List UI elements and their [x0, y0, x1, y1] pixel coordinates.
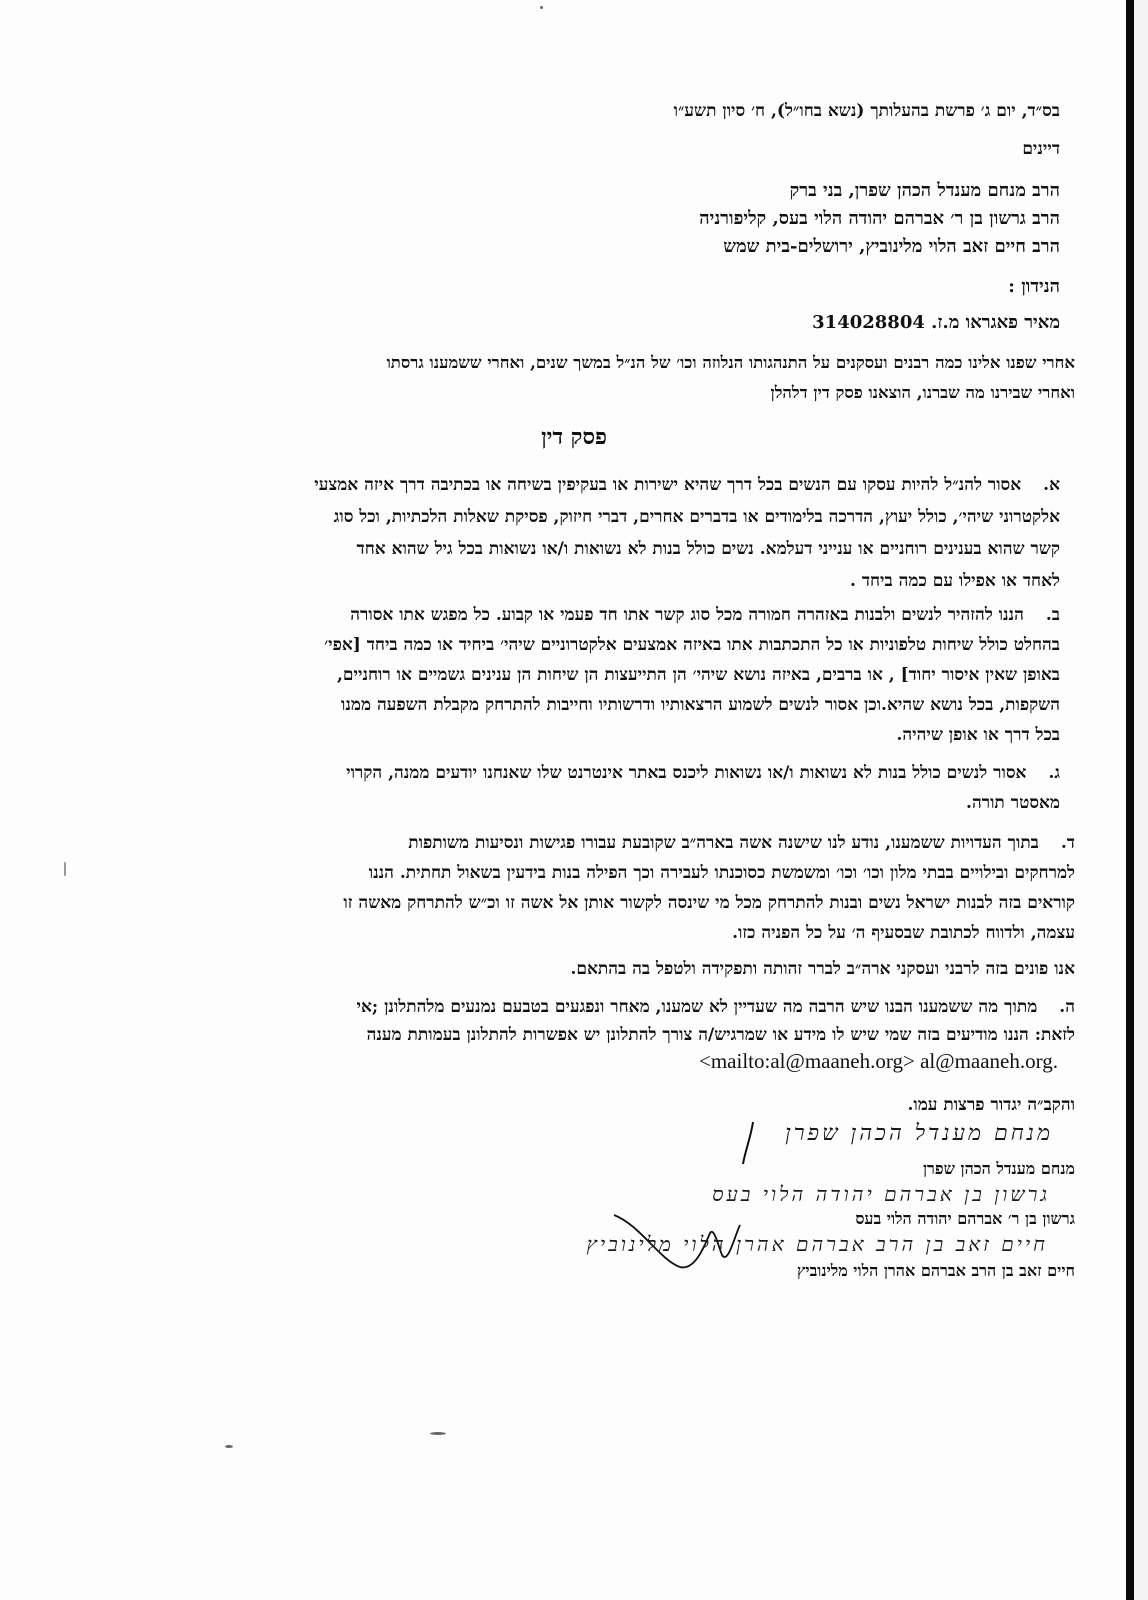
section-d-line-2: למרחקים ובילויים בבתי מלון וכו׳ וכו׳ ומשמשת כסוכנתו לעבירה וכך הפילה בנות בידעין בשאול תחתית. הננו: [368, 863, 1075, 883]
section-c-number: ג.: [1048, 763, 1060, 783]
section-a-line-3: קשר שהוא בענינים רוחניים או ענייני דעלמא. נשים כולל בנות לא נשואות ו/או נשואות בכל גיל שהוא אחד: [356, 539, 1060, 559]
intro-line-2: ואחרי שבירנו מה שברנו, הוצאנו פסק דין דלהלן: [770, 383, 1075, 402]
judges-label: דיינים: [1022, 139, 1060, 159]
signature-1-handwritten: מנחם מענדל הכהן שפרן: [785, 1121, 1053, 1146]
section-a-line-4: לאחד או אפילו עם כמה ביחד .: [849, 571, 1060, 591]
signature-1-printed: מנחם מענדל הכהן שפרן: [922, 1159, 1075, 1178]
section-d-appendix: אנו פונים בזה לרבני ועסקני ארה״ב לברר זהותה ותפקידה ולטפל בה בהתאם.: [570, 959, 1075, 979]
signature-3-handwritten: חיים זאב בן הרב אברהם אהרן הלוי מלינוביץ: [586, 1232, 1048, 1256]
judge-3: הרב חיים זאב הלוי מלינוביץ, ירושלים-בית שמש: [723, 236, 1060, 257]
signature-2-handwritten: גרשון בן אברהם יהודה הלוי בעס: [712, 1182, 1050, 1206]
section-e-number: ה.: [1059, 997, 1075, 1017]
section-b-number: ב.: [1045, 605, 1060, 625]
section-b-line-3: באופן שאין איסור יחוד] , או ברבים, באיזה נושא שיהי׳ הן התייעצות הן שיחות הן ענינים גשמיים או רוחניים,: [337, 665, 1060, 685]
scan-speck: [430, 1432, 446, 1435]
section-b-line-2: בהחלט כולל שיחות טלפוניות או כל התכתבות אתו באיזה אמצעים אלקטרוניים שיהי׳ ביחיד או כמה ביחד [אפי׳: [324, 635, 1060, 655]
signature-3-printed: חיים זאב בן הרב אברהם אהרן הלוי מלינוביץ: [797, 1261, 1075, 1280]
email-link[interactable]: <mailto:al@maaneh.org> al@maaneh.org.: [699, 1049, 1058, 1073]
section-e-line-2: לזאת: הננו מודיעים בזה שמי שיש לו מידע או שמרגיש/ה צורך להתלונן יש אפשרות להתלונן בעמותת מענה: [366, 1025, 1075, 1045]
scan-speck: [225, 1445, 233, 1448]
scan-edge-margin: [1134, 0, 1148, 1600]
section-a-number: א.: [1043, 475, 1060, 495]
ruling-title: פסק דין: [541, 424, 607, 450]
subject-label: הנידון :: [1008, 276, 1060, 297]
section-d-line-3: קוראים בזה לבנות ישראל נשים ובנות להתרחק מכל מי שינסה לקשור אותן אל אשה זו וכ״ש להתרחק מאשה זו: [343, 893, 1075, 913]
section-d-line-1: ד.בתוך העדויות ששמענו, נודע לנו שישנה אשה בארה״ב שקובעת עבורו פגישות ונסיעות משותפות: [408, 833, 1075, 853]
section-a-line-1: א.אסור להנ״ל להיות עסקו עם הנשים בכל דרך שהיא ישירות או בעקיפין בשיחה או בכתיבה דרך איזה אמצעי: [314, 475, 1060, 495]
scan-speck: [64, 862, 66, 876]
scan-edge-shadow: [1126, 0, 1134, 1600]
signature-1-stroke-icon: [735, 1118, 765, 1168]
section-e-line-1: ה.מתוך מה ששמענו הבנו שיש הרבה מה שעדיין לא שמענו, מאחר ונפגעים בטבעם נמנעים מלהתלונן ;אי: [356, 997, 1075, 1017]
judge-2: הרב גרשון בן ר׳ אברהם יהודה הלוי בעס, קליפורניה: [699, 208, 1060, 229]
section-b-line-5: בכל דרך או אופן שיהיה.: [896, 725, 1060, 745]
section-c-line-2: מאסטר תורה.: [966, 793, 1060, 813]
intro-line-1: אחרי שפנו אלינו כמה רבנים ועסקנים על התנהגותו הנלוזה וכו׳ של הנ״ל במשך שנים, ואחרי ששמענו גרסתו: [386, 353, 1075, 372]
header-date: בס״ד, יום ג׳ פרשת בהעלותך (נשא בחו״ל), ח׳ סיון תשע״ו: [673, 101, 1060, 121]
section-d-number: ד.: [1060, 833, 1075, 853]
section-c-line-1: ג.אסור לנשים כולל בנות לא נשואות ו/או נשואות ליכנס באתר אינטרנט שלו שאנחנו יודעים ממנה, הקרוי: [346, 763, 1060, 783]
section-a-line-2: אלקטרוני שיהי׳, כולל יעוץ, הדרכה בלימודים או בדברים אחרים, דברי חיזוק, פסיקת שאלות הלכתיות, וכל סוג: [333, 507, 1060, 527]
subject: מאיר פאגראו מ.ז. 314028804: [812, 312, 1060, 333]
judge-1: הרב מנחם מענדל הכהן שפרן, בני ברק: [789, 180, 1060, 201]
scan-speck: [540, 6, 543, 9]
closing-blessing: והקב״ה יגדור פרצות עמו.: [907, 1095, 1075, 1115]
section-b-line-1: ב.הננו להזהיר לנשים ולבנות באזהרה חמורה מכל סוג קשר אתו חד פעמי או קבוע. כל מפגש אתו אסורה: [350, 605, 1060, 625]
signature-2-printed: גרשון בן ר׳ אברהם יהודה הלוי בעס: [855, 1209, 1075, 1228]
section-b-line-4: השקפות, בכל נושא שהיא.וכן אסור לנשים לשמוע הרצאותיו ודרשותיו וחייבות להתרחק מקבלת השפעה ממנו: [341, 695, 1060, 715]
section-d-line-4: עצמה, ולדווח לכתובת שבסעיף ה׳ על כל הפניה כזו.: [732, 923, 1075, 943]
